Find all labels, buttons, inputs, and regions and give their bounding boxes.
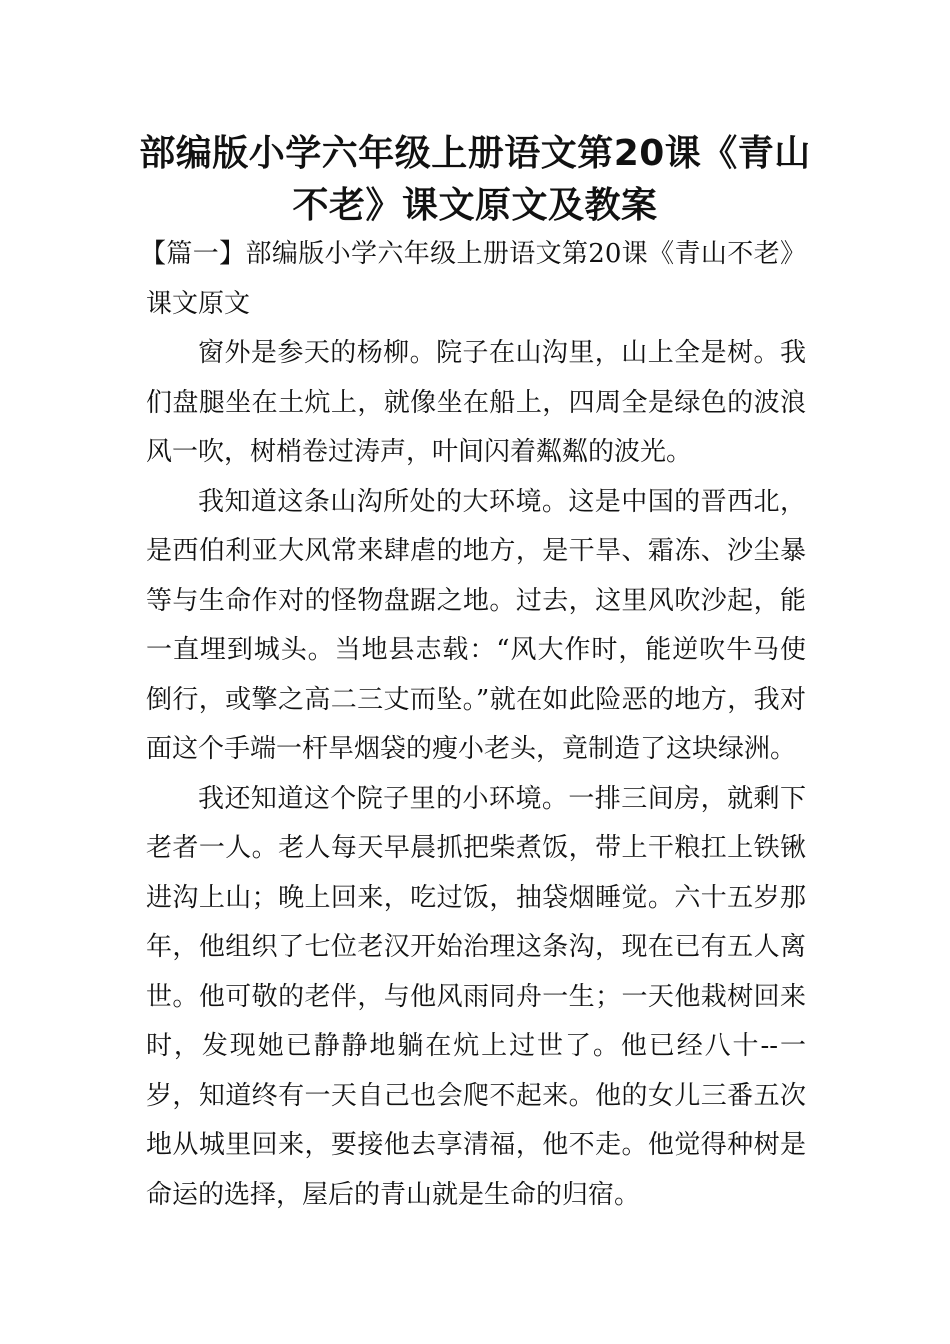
document-title: 部编版小学六年级上册语文第20课《青山不老》课文原文及教案: [139, 133, 811, 226]
document-body: [140, 230, 806, 1220]
paragraph-1: 窗外是参天的杨柳。院子在山沟里，山上全是树。我们盘腿坐在土炕上，就像坐在船上，四周全是绿色的波浪风一吹，树梢卷过涛声，叶间闪着粼粼的波光。: [146, 338, 806, 467]
paragraph-2: 我知道这条山沟所处的大环境。这是中国的晋西北，是西伯利亚大风常来肆虐的地方，是干旱、霜冻、沙尘暴等与生命作对的怪物盘踞之地。过去，这里风吹沙起，能一直埋到城头。当地县志载：“风大作时，能逆吹牛马使倒行，或擎之高二三丈而坠。”就在如此险恶的地方，我对面这个手端一杆旱烟袋的瘦小老头，竟制造了这块绿洲。: [146, 486, 806, 764]
paragraph-3: 我还知道这个院子里的小环境。一排三间房，就剩下老者一人。老人每天早晨抓把柴煮饭，带上干粮扛上铁锹进沟上山；晚上回来，吃过饭，抽袋烟睡觉。六十五岁那年，他组织了七位老汉开始治理这条沟，现在已有五人离世。他可敬的老伴，与他风雨同舟一生；一天他栽树回来时，发现她已静静地躺在炕上过世了。他已经八十--一岁，知道终有一天自己也会爬不起来。他的女儿三番五次地从城里回来，要接他去享清福，他不走。他觉得种树是命运的选择，屋后的青山就是生命的归宿。: [146, 783, 806, 1210]
section-heading: 【篇一】部编版小学六年级上册语文第20课《青山不老》课文原文: [140, 239, 806, 319]
